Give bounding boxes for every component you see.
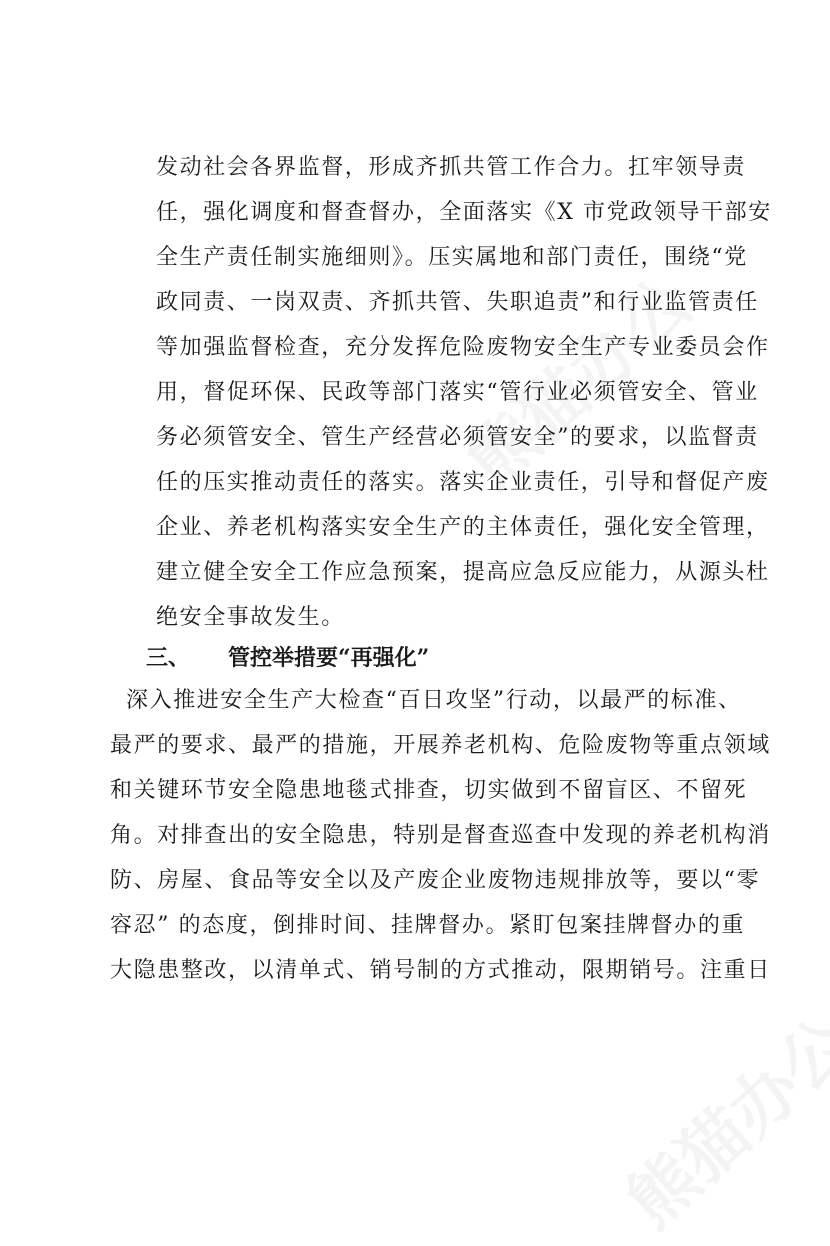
text-line: 任的压实推动责任的落实。落实企业责任，引导和督促产废 bbox=[156, 470, 770, 495]
text-line: 任，强化调度和督查督办，全面落实《X 市党政领导干部安 bbox=[156, 200, 772, 225]
text-line: 等加强监督检查，充分发挥危险废物安全生产专业委员会作 bbox=[156, 335, 770, 360]
section-number: 三、 bbox=[146, 645, 191, 671]
section-heading bbox=[146, 643, 429, 673]
section-title: 管控举措要“再强化” bbox=[228, 645, 430, 671]
text-line: 建立健全安全工作应急预案，提高应急反应能力，从源头杜 bbox=[156, 560, 770, 585]
text-line: 务必须管安全、管生产经营必须管安全”的要求，以监督责 bbox=[156, 425, 759, 450]
text-line: 容忍” 的态度，倒排时间、挂牌督办。紧盯包案挂牌督办的重 bbox=[110, 913, 746, 938]
text-line: 发动社会各界监督，形成齐抓共管工作合力。扛牢领导责 bbox=[156, 155, 747, 180]
text-line: 政同责、一岗双责、齐抓共管、失职追责”和行业监管责任 bbox=[156, 290, 759, 315]
text-line: 全生产责任制实施细则》。压实属地和部门责任，围绕“党 bbox=[156, 245, 748, 270]
text-line: 企业、养老机构落实安全生产的主体责任，强化安全管理， bbox=[156, 515, 770, 540]
text-line: 最严的要求、最严的措施，开展养老机构、危险废物等重点领域 bbox=[110, 733, 771, 758]
watermark bbox=[602, 991, 830, 1245]
text-line: 用，督促环保、民政等部门落实“管行业必须管安全、管业 bbox=[156, 380, 759, 405]
text-line: 深入推进安全生产大检查“百日攻坚”行动，以最严的标准、 bbox=[126, 688, 742, 713]
text-line: 角。对排查出的安全隐患，特别是督查巡查中发现的养老机构消 bbox=[110, 823, 771, 848]
text-line: 和关键环节安全隐患地毯式排查，切实做到不留盲区、不留死 bbox=[110, 778, 748, 803]
text-line: 大隐患整改，以清单式、销号制的方式推动，限期销号。注重日 bbox=[110, 958, 771, 983]
text-line: 绝安全事故发生。 bbox=[156, 605, 345, 630]
text-line: 防、房屋、食品等安全以及产废企业废物违规排放等，要以“零 bbox=[110, 868, 761, 893]
